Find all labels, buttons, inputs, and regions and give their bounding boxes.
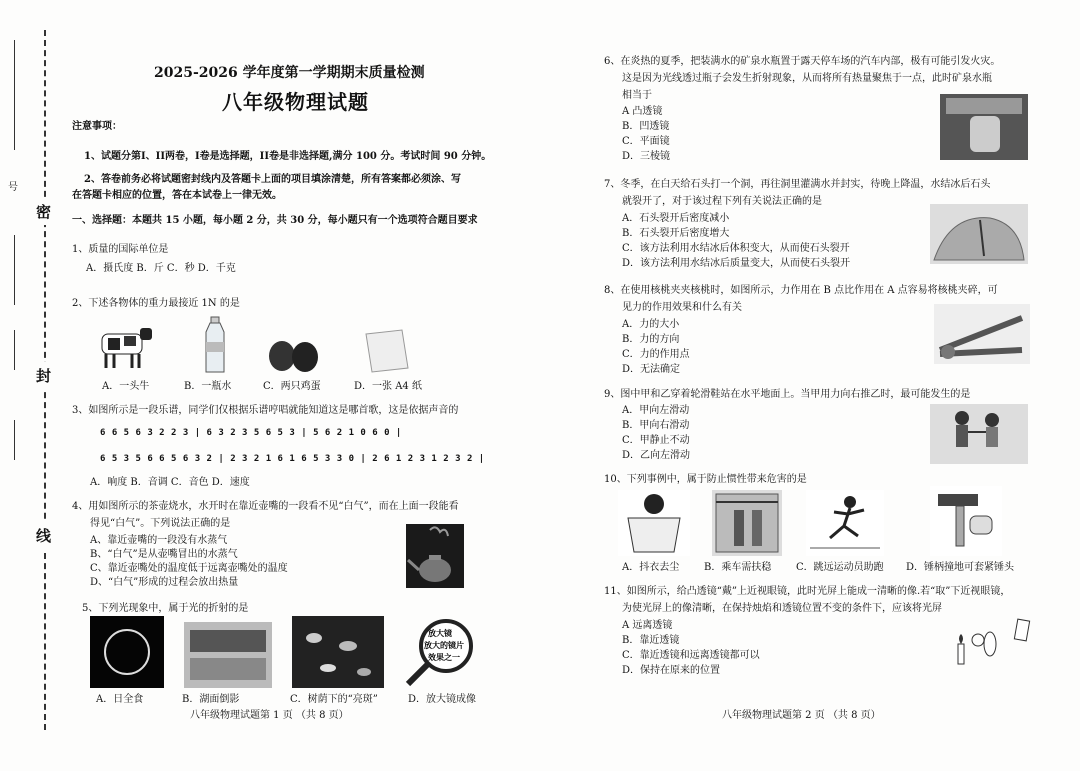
q5-option-d: D．放大镜成像: [408, 694, 477, 705]
magnifier-text-3: 效果之一: [428, 652, 460, 662]
q8-option-d: D．无法确定: [622, 364, 681, 375]
page-1-footer: 八年级物理试题第 1 页 （共 8 页）: [190, 710, 349, 721]
q2-option-b: B．一瓶水: [184, 381, 232, 392]
q4-option-b: B、“白气”是从壶嘴冒出的水蒸气: [90, 549, 238, 560]
hammer-image: [930, 486, 1002, 556]
q2-option-a: A．一头牛: [102, 381, 150, 392]
cow-image: [94, 320, 156, 372]
q6-stem-a: 6、在炎热的夏季，把装满水的矿泉水瓶置于露天停车场的汽车内部，极有可能引发火灾。: [604, 56, 1001, 67]
q8-option-b: B．力的方向: [622, 334, 680, 345]
q10-option-c: C．跳远运动员助跑: [796, 562, 884, 573]
binding-margin: [0, 0, 62, 771]
q8-stem-b: 见力的作用效果和什么有关: [622, 302, 742, 313]
q3-stem: 3、如图所示是一段乐谱，同学们仅根据乐谱哼唱就能知道这是哪首歌，这是依据声音的: [72, 405, 459, 416]
music-score-line-2: 6 5 3 5 6 6 5 6 3 2 | 2 3 2 1 6 1 6 5 3 3 0 | 2 6 1 2 3 1 2 3 2 |: [100, 454, 485, 464]
notice-2b: 在答题卡相应的位置，答在本试卷上一律无效。: [72, 190, 282, 201]
section-1-heading: 一、选择题：本题共 15 小题，每小题 2 分，共 30 分，每小题只有一个选项符合题目要求: [72, 215, 478, 226]
a4-paper-image: [364, 328, 410, 374]
q5-stem: 5、下列光现象中，属于光的折射的是: [82, 603, 249, 614]
q5-option-c: C．树荫下的“亮斑”: [290, 694, 378, 705]
q2-option-d: D．一张 A4 纸: [354, 381, 422, 392]
margin-rule: [14, 420, 15, 460]
q8-option-a: A．力的大小: [622, 319, 680, 330]
eggs-image: [267, 338, 323, 374]
page-2: [600, 0, 1050, 771]
magnifier-text-2: 放大的镜片: [424, 640, 464, 650]
q11-option-d: D．保持在原来的位置: [622, 665, 721, 676]
binding-char-xian: 线: [36, 522, 51, 549]
page-1: [72, 0, 512, 771]
notice-heading: 注意事项：: [72, 121, 122, 132]
roller-skaters-image: [930, 404, 1028, 464]
long-jump-image: [806, 490, 884, 556]
q6-option-c: C．平面镜: [622, 136, 670, 147]
q9-option-d: D．乙向左滑动: [622, 450, 691, 461]
q7-stem-a: 7、冬季，在白天给石头打一个洞，再往洞里灌满水并封实，待晚上降温，水结冰后石头: [604, 179, 991, 190]
exam-subtitle: 八年级物理试题: [222, 90, 369, 114]
music-score-line-1: 6 6 5 6 3 2 2 3 | 6 3 2 3 5 6 5 3 | 5 6 2 1 0 6 0 |: [100, 428, 402, 438]
q10-option-d: D．锤柄撞地可套紧锤头: [906, 562, 1015, 573]
q6-option-d: D．三棱镜: [622, 151, 671, 162]
margin-rule: [14, 40, 15, 150]
q8-option-c: C．力的作用点: [622, 349, 690, 360]
q4-stem-a: 4、用如图所示的茶壶烧水，水开时在靠近壶嘴的一段看不见“白气”，而在上面一段能看: [72, 501, 459, 512]
q7-option-d: D．该方法利用水结冰后质量变大，从而使石头裂开: [622, 258, 851, 269]
q1-options: A．摄氏度 B．斤 C．秒 D．千克: [86, 263, 236, 274]
q9-stem: 9、图中甲和乙穿着轮滑鞋站在水平地面上。当甲用力向右推乙时，最可能发生的是: [604, 389, 971, 400]
margin-rule: [14, 330, 15, 370]
q10-option-a: A．抖衣去尘: [622, 562, 680, 573]
q2-stem: 2、下述各物体的重力最接近 1N 的是: [72, 298, 240, 309]
q11-option-b: B．靠近透镜: [622, 635, 680, 646]
q10-option-b: B．乘车需扶稳: [704, 562, 772, 573]
margin-rule: [14, 235, 15, 305]
q1-stem: 1、质量的国际单位是: [72, 244, 169, 255]
q9-option-c: C．甲静止不动: [622, 435, 690, 446]
q11-stem-a: 11、如图所示，给凸透镜“戴”上近视眼镜，此时光屏上能成一清晰的像.若“取”下近视眼镜，: [604, 586, 1011, 597]
water-bottle-image: [202, 316, 228, 374]
lens-setup-image: [952, 614, 1036, 676]
teapot-image: [406, 524, 464, 588]
magnifier-image: [402, 618, 486, 688]
cracked-rock-image: [930, 204, 1028, 264]
q5-option-a: A．日全食: [96, 694, 144, 705]
q4-option-a: A、靠近壶嘴的一段没有水蒸气: [90, 535, 228, 546]
q11-option-c: C．靠近透镜和远离透镜都可以: [622, 650, 760, 661]
notice-1: 1、试题分第I、II两卷，I卷是选择题，II卷是非选择题,满分 100 分。考试时间 90 分钟。: [84, 151, 492, 162]
q6-stem-b: 这是因为光线透过瓶子会发生折射现象，从而将所有热量聚焦于一点，此时矿泉水瓶: [622, 73, 992, 84]
q3-options: A．响度 B．音调 C．音色 D．速度: [90, 477, 250, 488]
q6-option-b: B．凹透镜: [622, 121, 670, 132]
solar-eclipse-image: [90, 616, 164, 688]
notice-2a: 2、答卷前务必将试题密封线内及答题卡上面的项目填涂清楚，所有答案都必须涂、写: [84, 174, 461, 185]
q4-stem-b: 得见“白气”。下列说法正确的是: [90, 518, 231, 529]
car-bottle-image: [940, 94, 1028, 160]
q4-option-d: D、“白气”形成的过程会放出热量: [90, 577, 239, 588]
magnifier-text-1: 放大镜: [428, 628, 452, 638]
q5-option-b: B．湖面倒影: [182, 694, 240, 705]
binding-char-feng: 封: [36, 362, 51, 389]
q6-option-a: A 凸透镜: [622, 106, 663, 117]
binding-char-mi: 密: [36, 198, 51, 225]
bus-handrail-image: [712, 490, 782, 556]
tree-shadow-spots-image: [292, 616, 384, 688]
lake-reflection-image: [184, 622, 272, 688]
q7-option-b: B．石头裂开后密度增大: [622, 228, 730, 239]
q7-option-c: C．该方法利用水结冰后体积变大，从而使石头裂开: [622, 243, 850, 254]
shake-clothes-image: [618, 490, 690, 556]
exam-title: 2025-2026 学年度第一学期期末质量检测: [154, 65, 425, 81]
q11-option-a: A 远离透镜: [622, 620, 673, 631]
q2-option-c: C．两只鸡蛋: [263, 381, 321, 392]
q8-stem-a: 8、在使用核桃夹夹核桃时，如图所示，力作用在 B 点比作用在 A 点容易将核桃夹碎，可: [604, 285, 998, 296]
page-2-footer: 八年级物理试题第 2 页 （共 8 页）: [722, 710, 881, 721]
q10-stem: 10、下列事例中，属于防止惯性带来危害的是: [604, 474, 807, 485]
side-label: 号: [8, 182, 18, 193]
q4-option-c: C、靠近壶嘴处的温度低于远离壶嘴处的温度: [90, 563, 288, 574]
q6-stem-c: 相当于: [622, 90, 652, 101]
nutcracker-image: [934, 304, 1030, 364]
q9-option-b: B．甲向右滑动: [622, 420, 690, 431]
q7-option-a: A．石头裂开后密度减小: [622, 213, 730, 224]
q7-stem-b: 就裂开了，对于该过程下列有关说法正确的是: [622, 196, 822, 207]
q11-stem-b: 为使光屏上的像清晰，在保持烛焰和透镜位置不变的条件下，应该将光屏: [622, 603, 942, 614]
q9-option-a: A．甲向左滑动: [622, 405, 690, 416]
